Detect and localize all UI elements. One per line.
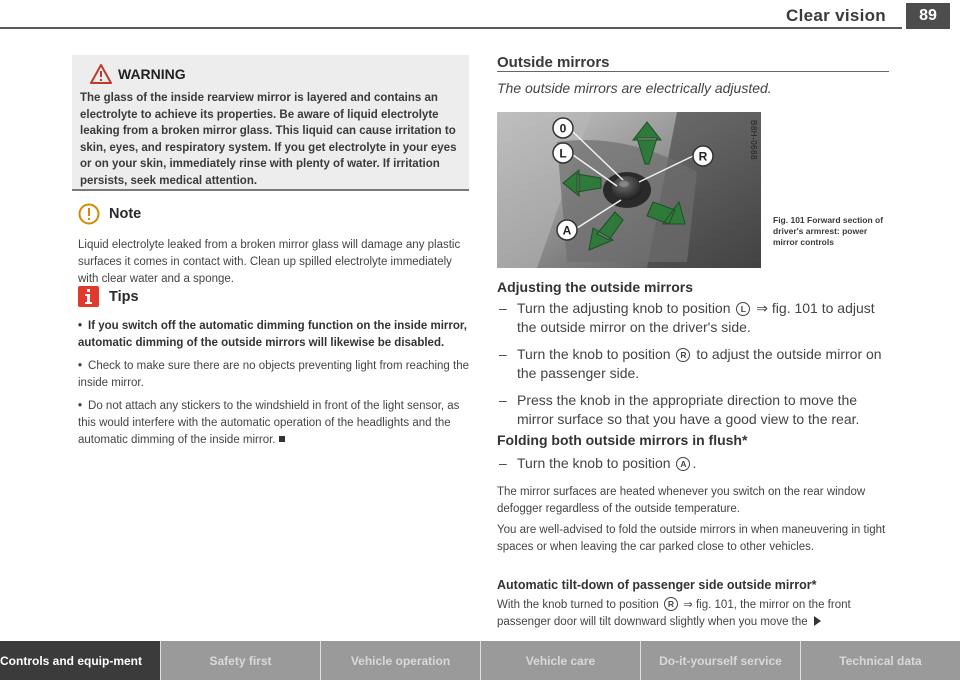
position-label-0: 0 [559, 121, 567, 136]
list-item: – Turn the knob to position R to adjust the outside mirror on the passenger side. [497, 345, 897, 383]
position-label-r: R [698, 149, 708, 164]
list-item: – Turn the knob to position A . [497, 454, 897, 473]
note-heading [78, 203, 141, 225]
warning-triangle-icon [90, 64, 112, 84]
page-number: 89 [906, 3, 950, 29]
caution-circle-icon [78, 203, 100, 225]
position-label-l: L [559, 146, 567, 161]
list-item: – Turn the adjusting knob to position L ⇒ fig. 101 to adjust the outside mirror on the driver's side. [497, 299, 897, 337]
warning-box [72, 55, 469, 191]
tilt-paragraph: With the knob turned to position R ⇒ fig. 101, the mirror on the front passenger door will tilt downward slightly when you move the [497, 599, 851, 628]
mirror-controls-illustration [497, 112, 761, 268]
tab-controls-and-equipment[interactable]: Controls and equip-ment [0, 641, 161, 680]
adjusting-heading: Adjusting the outside mirrors [497, 279, 694, 295]
adjusting-steps [497, 299, 897, 437]
position-a-symbol: A [676, 457, 690, 471]
folding-heading: Folding both outside mirrors in flush* [497, 432, 748, 448]
tips-heading [78, 286, 139, 307]
position-l-symbol: L [736, 302, 750, 316]
tips-list [78, 318, 470, 455]
list-item: • Do not attach any stickers to the windshield in front of the light sensor, as this would interfere with the automatic operation of the headlights and the automatic dimming of the inside mirror. [78, 400, 460, 446]
figure-caption: Fig. 101 Forward section of driver's armrest: power mirror controls [773, 215, 884, 248]
list-item: – Press the knob in the appropriate direction to move the mirror surface so that you have a good view to the rear. [497, 391, 897, 429]
figure-code: B8H-0688 [749, 120, 758, 161]
tips-heading-text: Tips [109, 288, 139, 305]
section-rule [497, 71, 889, 72]
mirror-controls-figure [497, 112, 761, 268]
tab-vehicle-operation[interactable]: Vehicle operation [321, 641, 481, 680]
tab-technical-data[interactable]: Technical data [801, 641, 960, 680]
position-label-a: A [562, 223, 572, 238]
end-of-section-mark [279, 436, 285, 442]
tab-vehicle-care[interactable]: Vehicle care [481, 641, 641, 680]
header-rule [0, 27, 902, 29]
position-r-symbol: R [676, 348, 690, 362]
tilt-heading: Automatic tilt-down of passenger side outside mirror* [497, 578, 817, 592]
section-subtitle: The outside mirrors are electrically adjusted. [497, 80, 772, 96]
chapter-nav [0, 641, 960, 680]
position-r-symbol: R [664, 597, 678, 611]
continue-arrow-icon [814, 616, 821, 626]
folding-steps [497, 454, 897, 481]
tab-do-it-yourself-service[interactable]: Do-it-yourself service [641, 641, 801, 680]
tab-safety-first[interactable]: Safety first [161, 641, 321, 680]
heating-paragraph: The mirror surfaces are heated whenever you switch on the rear window defogger regardless of the outside temperature. [497, 486, 866, 515]
list-item: • Check to make sure there are no objects preventing light from reaching the inside mirror. [78, 360, 470, 389]
note-heading-text: Note [109, 206, 142, 222]
warning-heading [90, 62, 463, 86]
warning-heading-text: WARNING [118, 66, 186, 82]
note-text: Liquid electrolyte leaked from a broken mirror glass will damage any plastic surfaces it comes in contact with. Clean up spilled electrolyte immediately with clear water and a sponge. [78, 239, 461, 285]
list-item: • If you switch off the automatic dimming function on the inside mirror, automatic dimming of the outside mirrors will likewise be disabled. [78, 320, 467, 349]
section-title: Outside mirrors [497, 54, 610, 71]
warning-text: The glass of the inside rearview mirror is layered and contains an electrolyte to achieve its properties. Be aware of liquid electrolyte leaking from a broken mirror glass. This liquid can cause irritation to skin, eyes, and respiratory system. If you get electrolyte in your eyes or on your skin, immediately rinse with plenty of water. If irritation persists, seek medical attention. [80, 92, 457, 187]
info-icon [78, 286, 99, 307]
chapter-title: Clear vision [786, 6, 886, 25]
fold-advice-paragraph: You are well-advised to fold the outside mirrors in when maneuvering in tight spaces or when leaving the car parked close to other vehicles. [497, 524, 886, 553]
